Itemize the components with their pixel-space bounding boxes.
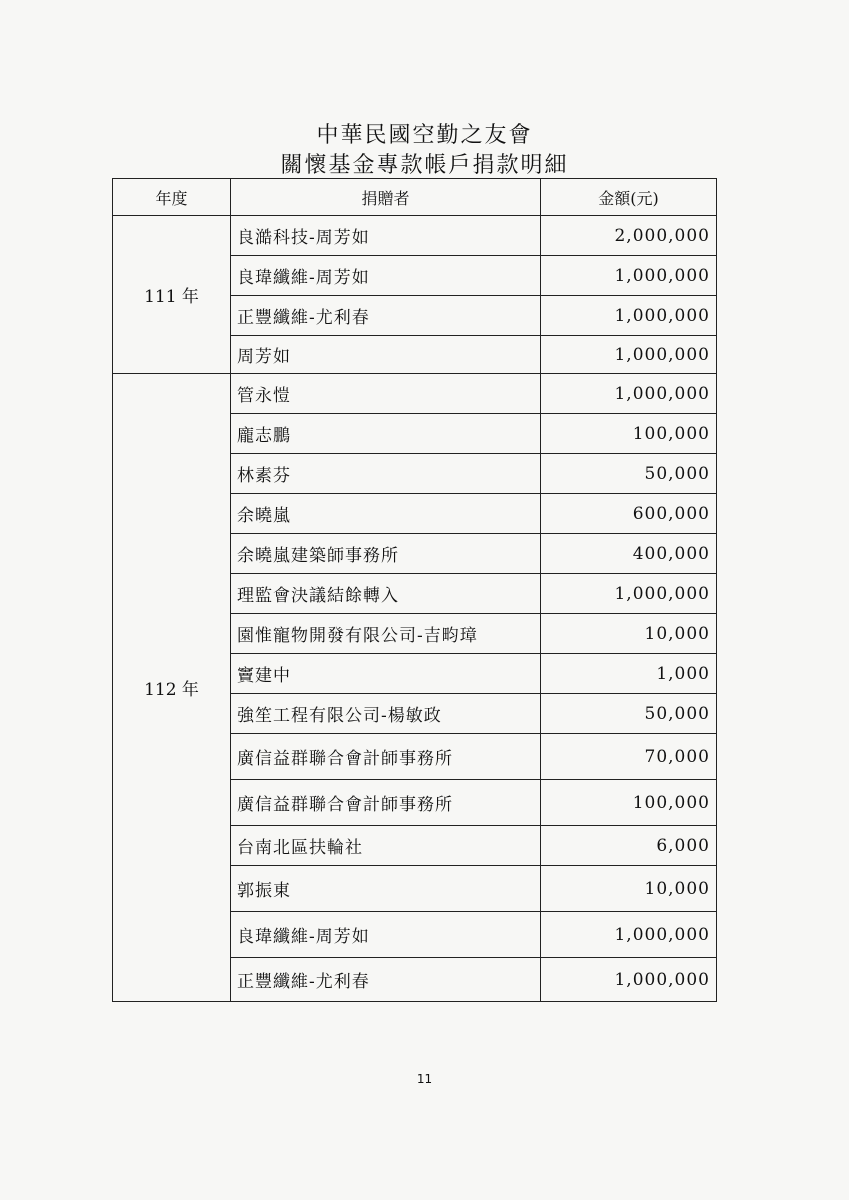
amount-cell: 600,000 bbox=[541, 494, 717, 534]
amount-cell: 400,000 bbox=[541, 534, 717, 574]
table-row bbox=[113, 216, 717, 256]
donor-cell: 良澔科技-周芳如 bbox=[231, 216, 541, 256]
donor-cell: 正豐纖維-尤利春 bbox=[231, 958, 541, 1002]
donor-cell: 理監會決議結餘轉入 bbox=[231, 574, 541, 614]
amount-cell: 100,000 bbox=[541, 414, 717, 454]
amount-cell: 1,000,000 bbox=[541, 374, 717, 414]
donor-cell: 管永愷 bbox=[231, 374, 541, 414]
amount-cell: 100,000 bbox=[541, 780, 717, 826]
page-number: 11 bbox=[416, 1072, 433, 1086]
donor-cell: 園惟寵物開發有限公司-吉畇璋 bbox=[231, 614, 541, 654]
donor-cell: 良瑋纖維-周芳如 bbox=[231, 256, 541, 296]
donor-cell: 周芳如 bbox=[231, 336, 541, 374]
amount-cell: 6,000 bbox=[541, 826, 717, 866]
amount-cell: 10,000 bbox=[541, 614, 717, 654]
header-amount: 金額(元) bbox=[541, 179, 717, 216]
amount-cell: 10,000 bbox=[541, 866, 717, 912]
year-cell: 112 年 bbox=[113, 374, 231, 1002]
donor-cell: 正豐纖維-尤利春 bbox=[231, 296, 541, 336]
donor-cell: 龐志鵬 bbox=[231, 414, 541, 454]
year-cell: 111 年 bbox=[113, 216, 231, 374]
amount-cell: 1,000,000 bbox=[541, 574, 717, 614]
header-donor: 捐贈者 bbox=[231, 179, 541, 216]
header-year: 年度 bbox=[113, 179, 231, 216]
amount-cell: 1,000,000 bbox=[541, 296, 717, 336]
amount-cell: 50,000 bbox=[541, 454, 717, 494]
donor-cell: 竇建中 bbox=[231, 654, 541, 694]
amount-cell: 2,000,000 bbox=[541, 216, 717, 256]
table-body bbox=[113, 216, 717, 1002]
donor-cell: 廣信益群聯合會計師事務所 bbox=[231, 734, 541, 780]
donor-cell: 郭振東 bbox=[231, 866, 541, 912]
donor-cell: 余曉嵐 bbox=[231, 494, 541, 534]
donor-cell: 良瑋纖維-周芳如 bbox=[231, 912, 541, 958]
donor-cell: 林素芬 bbox=[231, 454, 541, 494]
amount-cell: 70,000 bbox=[541, 734, 717, 780]
document-title-organization: 中華民國空勤之友會 bbox=[316, 123, 533, 148]
donor-cell: 強笙工程有限公司-楊敏政 bbox=[231, 694, 541, 734]
amount-cell: 50,000 bbox=[541, 694, 717, 734]
document-title-fund-donations: 關懷基金專款帳戶捐款明細 bbox=[280, 153, 569, 178]
donor-cell: 台南北區扶輪社 bbox=[231, 826, 541, 866]
amount-cell: 1,000,000 bbox=[541, 958, 717, 1002]
amount-cell: 1,000,000 bbox=[541, 912, 717, 958]
donor-cell: 廣信益群聯合會計師事務所 bbox=[231, 780, 541, 826]
table-header-row bbox=[113, 179, 717, 216]
table-row bbox=[113, 374, 717, 414]
donation-table bbox=[112, 178, 717, 1002]
donor-cell: 余曉嵐建築師事務所 bbox=[231, 534, 541, 574]
amount-cell: 1,000,000 bbox=[541, 336, 717, 374]
amount-cell: 1,000 bbox=[541, 654, 717, 694]
amount-cell: 1,000,000 bbox=[541, 256, 717, 296]
